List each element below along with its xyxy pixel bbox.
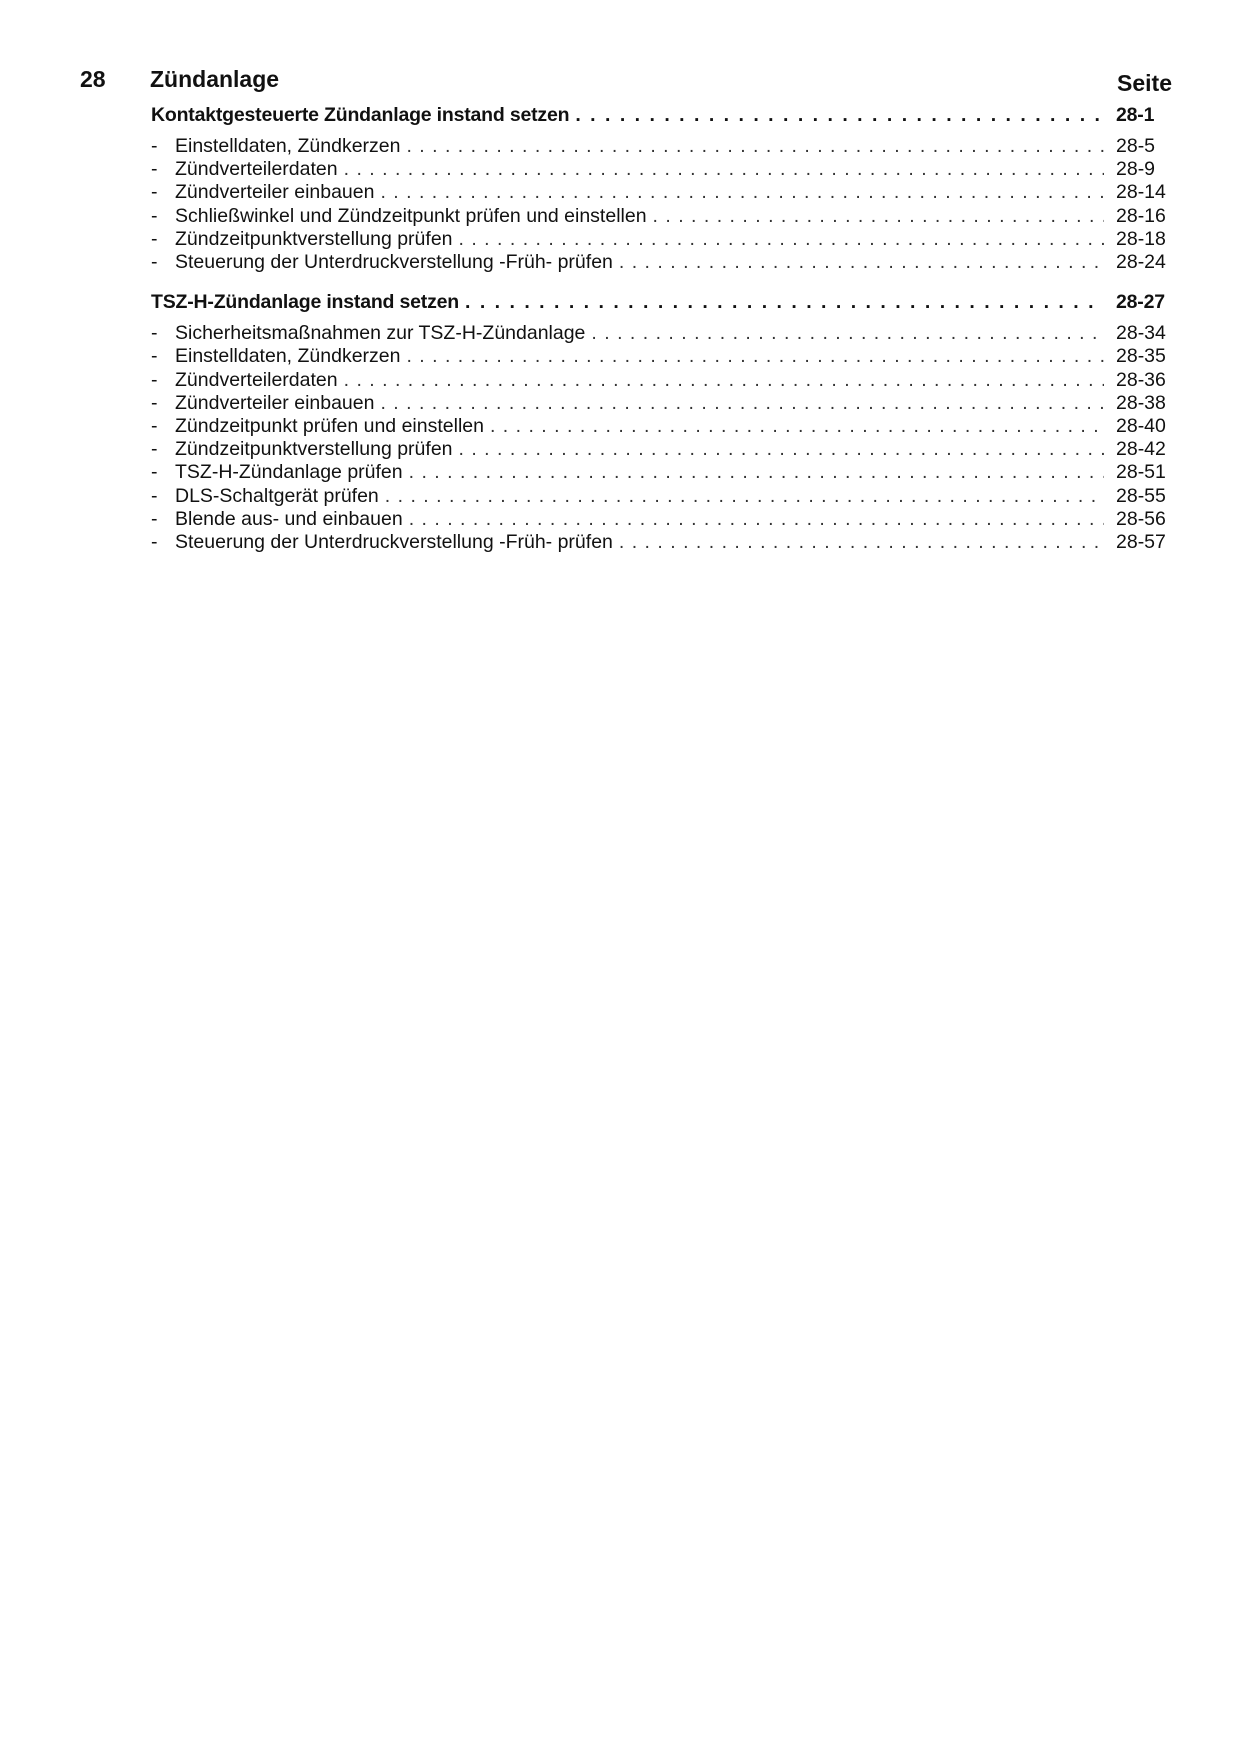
- dot-leader: [344, 369, 1104, 389]
- toc-page-number: 28-18: [1116, 228, 1166, 250]
- toc-entry-label: DLS-Schaltgerät prüfen: [175, 485, 379, 507]
- dot-leader: [575, 104, 1104, 124]
- toc-entry[interactable]: [151, 461, 1180, 487]
- toc-entry-label: Einstelldaten, Zündkerzen: [175, 135, 401, 157]
- bullet-dash: -: [151, 135, 158, 157]
- dot-leader: [619, 251, 1104, 271]
- toc-entry-label: Zündverteiler einbauen: [175, 181, 375, 203]
- toc-entry-label: Zündzeitpunkt prüfen und einstellen: [175, 415, 484, 437]
- toc-entry[interactable]: [151, 181, 1180, 207]
- bullet-dash: -: [151, 158, 158, 180]
- toc-entry-label: Zündzeitpunktverstellung prüfen: [175, 228, 453, 250]
- dot-leader: [459, 438, 1104, 458]
- toc-page-number: 28-36: [1116, 369, 1166, 391]
- toc-entry[interactable]: [151, 251, 1180, 277]
- toc-page-number: 28-24: [1116, 251, 1166, 273]
- bullet-dash: -: [151, 369, 158, 391]
- bullet-dash: -: [151, 531, 158, 553]
- bullet-dash: -: [151, 322, 158, 344]
- dot-leader: [409, 461, 1104, 481]
- dot-leader: [653, 205, 1104, 225]
- bullet-dash: -: [151, 205, 158, 227]
- toc-entry-label: Steuerung der Unterdruckverstellung -Früh- prüfen: [175, 251, 613, 273]
- bullet-dash: -: [151, 251, 158, 273]
- dot-leader: [406, 345, 1104, 365]
- toc-page-number: 28-5: [1116, 135, 1156, 157]
- bullet-dash: -: [151, 228, 158, 250]
- toc-section-title: TSZ-H-Zündanlage instand setzen: [151, 291, 459, 313]
- dot-leader: [344, 158, 1104, 178]
- toc-page-number: 28-27: [1116, 291, 1165, 313]
- bullet-dash: -: [151, 415, 158, 437]
- toc-entry[interactable]: [151, 531, 1180, 557]
- toc-page-number: 28-40: [1116, 415, 1166, 437]
- toc-entry[interactable]: [151, 345, 1180, 371]
- toc-page-number: 28-9: [1116, 158, 1156, 180]
- toc-page-number: 28-35: [1116, 345, 1166, 367]
- bullet-dash: -: [151, 461, 158, 483]
- page-column-label: Seite: [1117, 70, 1172, 96]
- toc-page-number: 28-51: [1116, 461, 1166, 483]
- bullet-dash: -: [151, 438, 158, 460]
- toc-entry-label: Sicherheitsmaßnahmen zur TSZ-H-Zündanlage: [175, 322, 586, 344]
- toc-entry-label: Zündverteiler einbauen: [175, 392, 375, 414]
- toc-entry-label: Einstelldaten, Zündkerzen: [175, 345, 401, 367]
- dot-leader: [591, 322, 1104, 342]
- dot-leader: [619, 531, 1104, 551]
- bullet-dash: -: [151, 181, 158, 203]
- dot-leader: [380, 392, 1104, 412]
- toc-page-number: 28-57: [1116, 531, 1166, 553]
- dot-leader: [409, 508, 1104, 528]
- toc-page-number: 28-1: [1116, 104, 1155, 126]
- dot-leader: [406, 135, 1104, 155]
- toc-page-number: 28-55: [1116, 485, 1166, 507]
- toc-entry-label: Steuerung der Unterdruckverstellung -Früh- prüfen: [175, 531, 613, 553]
- chapter-header: [0, 66, 1240, 100]
- toc-page-number: 28-34: [1116, 322, 1166, 344]
- toc-entry-label: Blende aus- und einbauen: [175, 508, 403, 530]
- bullet-dash: -: [151, 485, 158, 507]
- toc-section-heading[interactable]: [151, 291, 1180, 317]
- bullet-dash: -: [151, 508, 158, 530]
- dot-leader: [465, 291, 1104, 311]
- toc-entry-label: Zündzeitpunktverstellung prüfen: [175, 438, 453, 460]
- toc-page-number: 28-14: [1116, 181, 1166, 203]
- toc-entry-label: TSZ-H-Zündanlage prüfen: [175, 461, 403, 483]
- dot-leader: [380, 181, 1104, 201]
- toc-section-title: Kontaktgesteuerte Zündanlage instand setzen: [151, 104, 570, 126]
- toc-page-number: 28-42: [1116, 438, 1166, 460]
- toc-page-number: 28-16: [1116, 205, 1166, 227]
- chapter-number: 28: [80, 66, 106, 92]
- dot-leader: [385, 485, 1104, 505]
- bullet-dash: -: [151, 392, 158, 414]
- toc-entry-label: Schließwinkel und Zündzeitpunkt prüfen und einstellen: [175, 205, 647, 227]
- toc-entry-label: Zündverteilerdaten: [175, 369, 338, 391]
- dot-leader: [490, 415, 1104, 435]
- toc-page-number: 28-56: [1116, 508, 1166, 530]
- toc-section-heading[interactable]: [151, 104, 1180, 130]
- chapter-title: Zündanlage: [150, 66, 280, 92]
- toc-page-number: 28-38: [1116, 392, 1166, 414]
- toc-entry-label: Zündverteilerdaten: [175, 158, 338, 180]
- dot-leader: [459, 228, 1104, 248]
- bullet-dash: -: [151, 345, 158, 367]
